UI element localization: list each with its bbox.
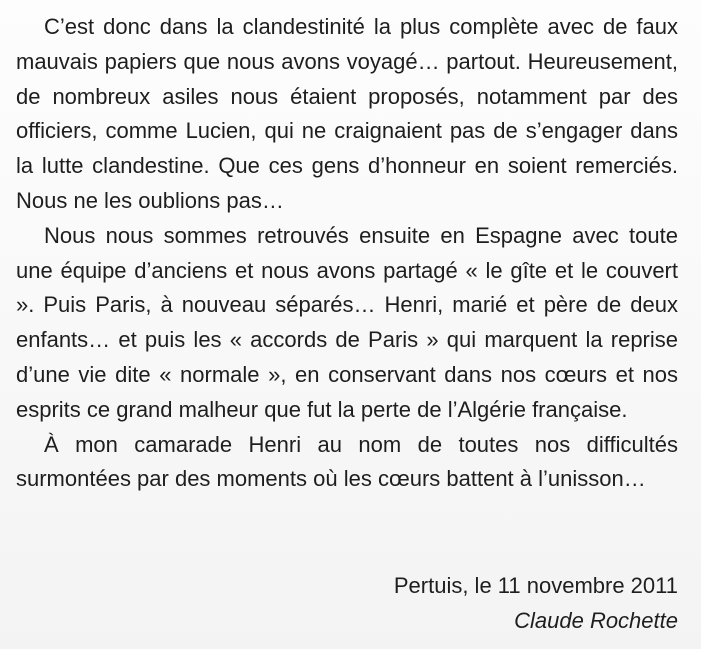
author-name: Claude Rochette bbox=[514, 607, 678, 633]
body-text bbox=[16, 10, 678, 497]
paragraph-1: C’est donc dans la clandestinité la plus complète avec de faux mauvais papiers que nous avons voyagé… partout. Heureusement, de nombreux asiles nous étaient proposés, notamment par des officiers, comme Lucien, qui ne craignaient pas de s’engager dans la lutte clandestine. Que ces gens d’honneur en soient remerciés. Nous ne les oublions pas… bbox=[16, 14, 678, 213]
paragraph-2: Nous nous sommes retrouvés ensuite en Espagne avec toute une équipe d’anciens et nous avons partagé « le gîte et le couvert ». Puis Paris, à nouveau séparés… Henri, marié et père de deux enfants… et puis les « accords de Paris » qui marquent la reprise d’une vie dite « normale », en conservant dans nos cœurs et nos esprits ce grand malheur que fut la perte de l’Algérie française. bbox=[16, 222, 678, 422]
paragraph-3: À mon camarade Henri au nom de toutes nos difficultés surmontées par des moments où les cœurs battent à l’unisson… bbox=[16, 431, 678, 492]
signature-block bbox=[394, 569, 678, 639]
place-date: Pertuis, le 11 novembre 2011 bbox=[393, 573, 678, 598]
